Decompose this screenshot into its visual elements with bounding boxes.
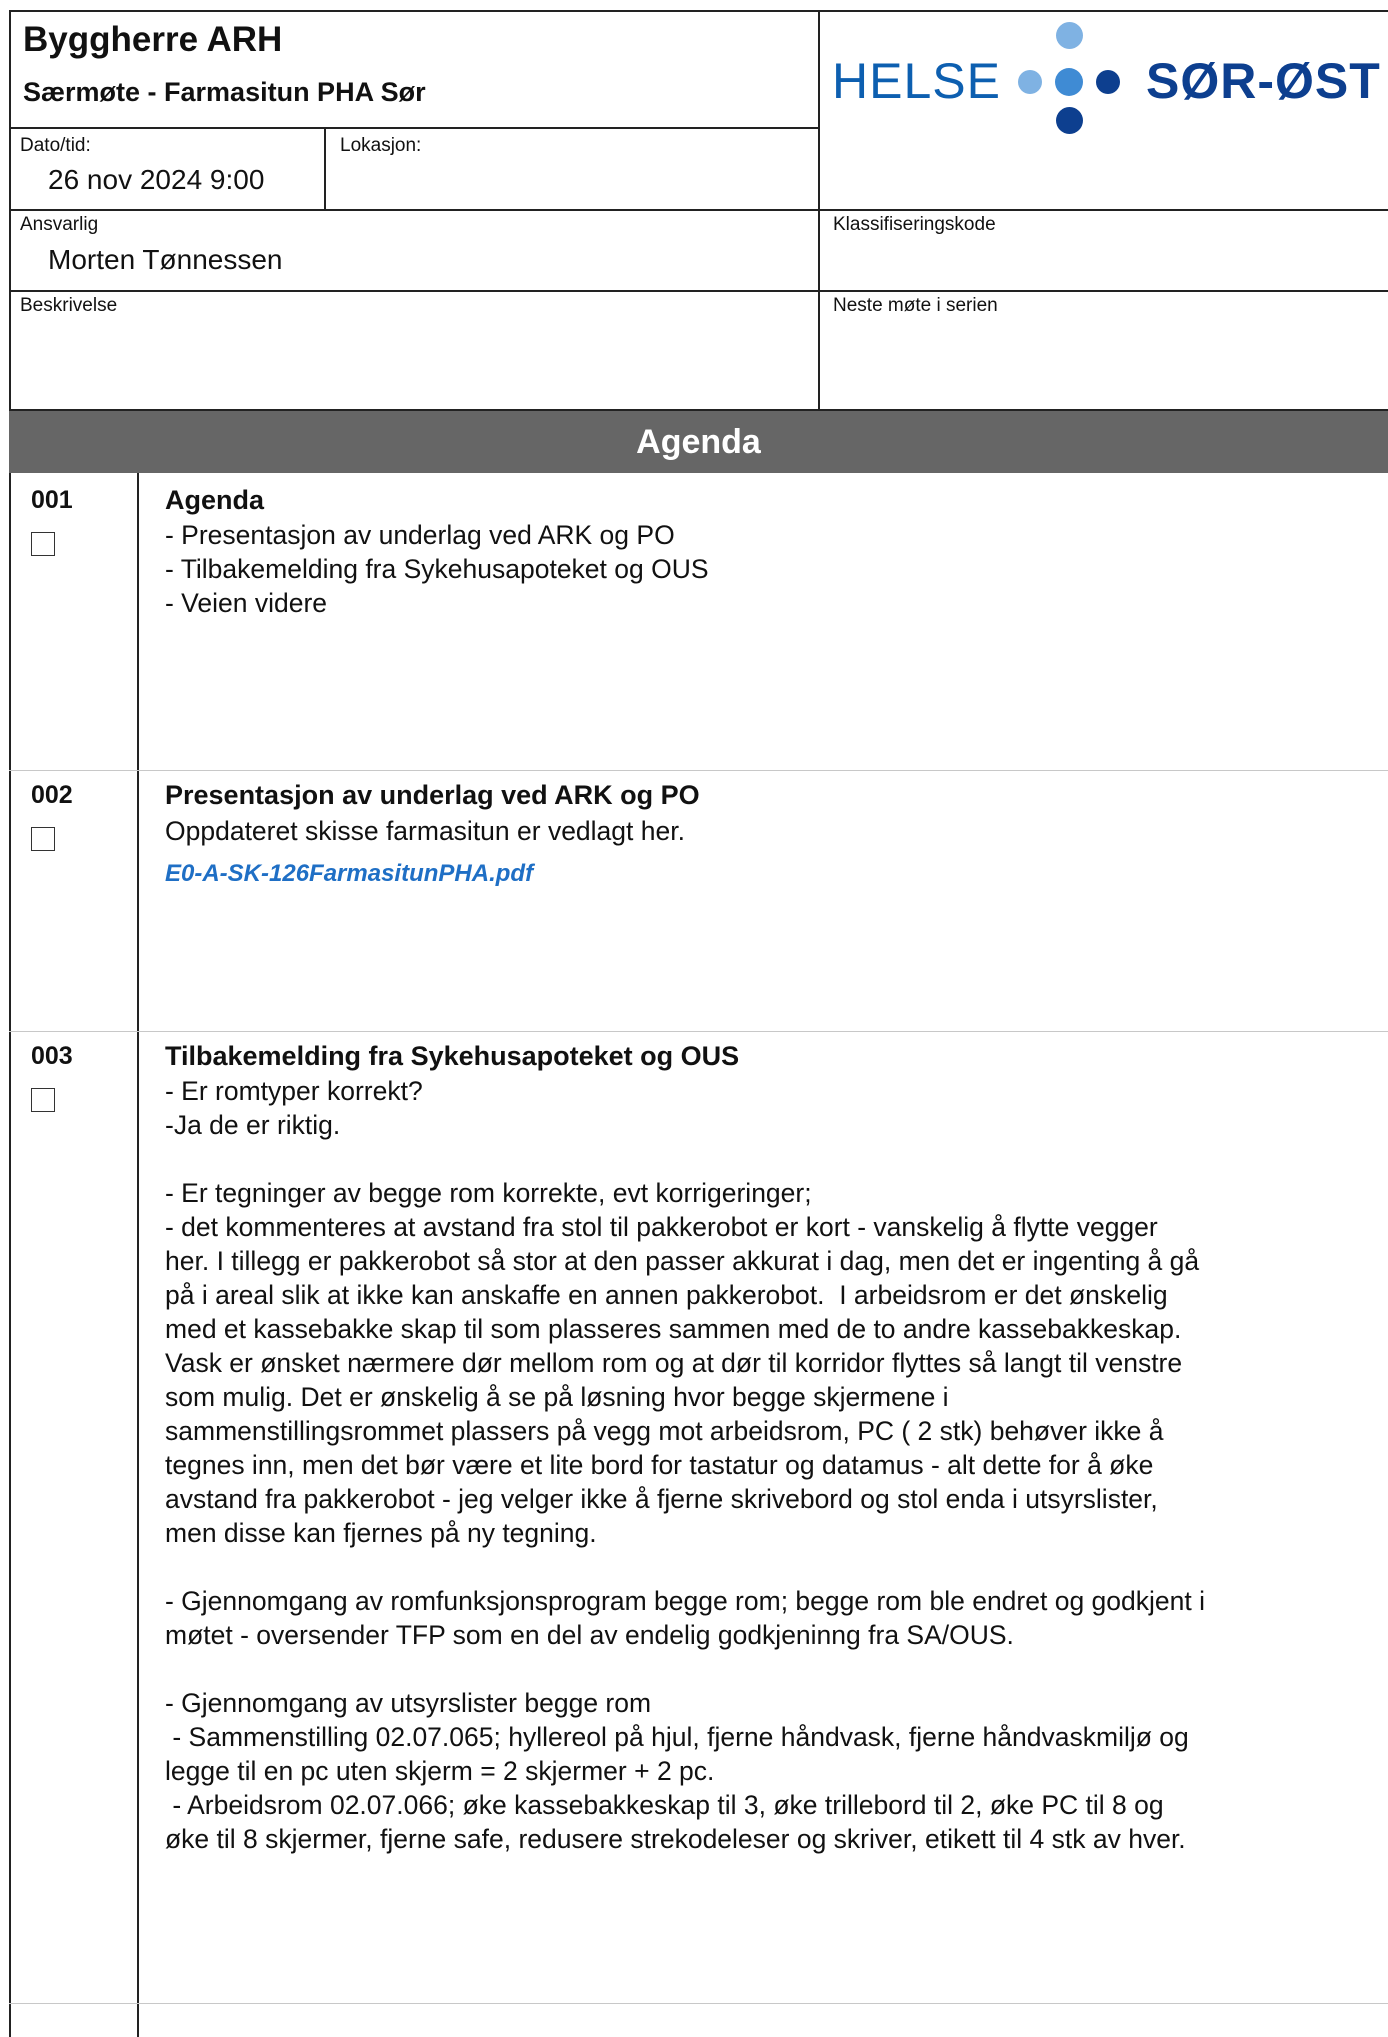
logo-left-text: HELSE	[832, 53, 1001, 109]
document-subtitle: Særmøte - Farmasitun PHA Sør	[23, 77, 426, 107]
item-number: 001	[31, 486, 73, 514]
date-value: 26 nov 2024 9:00	[48, 164, 265, 195]
row-divider-2	[9, 290, 1388, 292]
item-checkbox[interactable]	[31, 532, 55, 556]
document-title: Byggherre ARH	[23, 20, 283, 59]
logo-dot-top	[1056, 22, 1083, 49]
logo-dot-center	[1055, 68, 1083, 96]
logo-dot-left	[1018, 70, 1042, 94]
location-label: Lokasjon:	[340, 135, 422, 156]
item-checkbox[interactable]	[31, 1088, 55, 1112]
logo-right-text: SØR-ØST	[1146, 53, 1381, 109]
top-border	[9, 10, 1388, 12]
agenda-number-divider	[137, 473, 139, 2037]
logo-dot-bottom	[1056, 107, 1083, 134]
item-body: Oppdateret skisse farmasitun er vedlagt her.	[165, 816, 685, 846]
attachment-link[interactable]: E0-A-SK-126FarmasitunPHA.pdf	[165, 860, 534, 887]
item-body: - Presentasjon av underlag ved ARK og PO - Tilbakemelding fra Sykehusapoteket og OUS - Veien videre	[165, 520, 709, 618]
item-title: Tilbakemelding fra Sykehusapoteket og OUS	[165, 1041, 740, 1071]
logo-dot-right	[1096, 70, 1120, 94]
responsible-value: Morten Tønnessen	[48, 244, 283, 275]
item-divider-1	[9, 770, 1388, 771]
row-divider-1	[9, 209, 1388, 211]
agenda-heading: Agenda	[636, 422, 761, 461]
title-divider	[9, 127, 820, 129]
item-checkbox[interactable]	[31, 827, 55, 851]
left-border	[9, 10, 11, 2037]
date-location-divider	[324, 127, 326, 209]
classification-label: Klassifiseringskode	[833, 214, 996, 235]
item-divider-2	[9, 1031, 1388, 1032]
date-label: Dato/tid:	[20, 135, 91, 156]
item-title: Agenda	[165, 485, 265, 515]
responsible-label: Ansvarlig	[20, 214, 99, 235]
item-number: 003	[31, 1042, 73, 1070]
item-divider-3	[9, 2003, 1388, 2004]
description-label: Beskrivelse	[20, 295, 118, 316]
item-title: Presentasjon av underlag ved ARK og PO	[165, 780, 700, 810]
item-number: 002	[31, 781, 73, 809]
item-body: - Er romtyper korrekt? -Ja de er riktig. - Er tegninger av begge rom korrekte, evt korrigeringer; - det kommenteres at avstand fra stol til pakkerobot er kort - vanskelig å flytte vegger her. I tillegg er pakkerobot så stor at den passer akkurat i dag, men det er ingenting å gå på i areal slik at ikke kan anskaffe en annen pakkerobot. I arbeidsrom er det ønskelig med et kassebakke skap til som plasseres sammen med de to andre kassebakkeskap. Vask er ønsket nærmere dør mellom rom og at dør til korridor flyttes så langt til venstre som mulig. Det er ønskelig å se på løsning hvor begge skjermene i sammenstillingsrommet plassers på vegg mot arbeidsrom, PC ( 2 stk) behøver ikke å tegnes inn, men det bør være et lite bord for tastatur og datamus - alt dette for å øke avstand fra pakkerobot - jeg velger ikke å fjerne skrivebord og stol enda i utsyrslister, men disse kan fjernes på ny tegning. - Gjennomgang av romfunksjonsprogram begge rom; begge rom ble endret og godkjent i møtet - oversender TFP som en del av endelig godkjeninng fra SA/OUS. - Gjennomgang av utsyrslister begge rom - Sammenstilling 02.07.065; hyllereol på hjul, fjerne håndvask, fjerne håndvaskmiljø og legge til en pc uten skjerm = 2 skjermer + 2 pc. - Arbeidsrom 02.07.066; øke kassebakkeskap til 3, øke trillebord til 2, øke PC til 8 og øke til 8 skjermer, fjerne safe, redusere strekodeleser og skriver, etikett til 4 stk av hver.	[165, 1076, 1205, 1854]
agenda-heading-bar	[9, 411, 1388, 473]
next-meeting-label: Neste møte i serien	[833, 295, 998, 316]
